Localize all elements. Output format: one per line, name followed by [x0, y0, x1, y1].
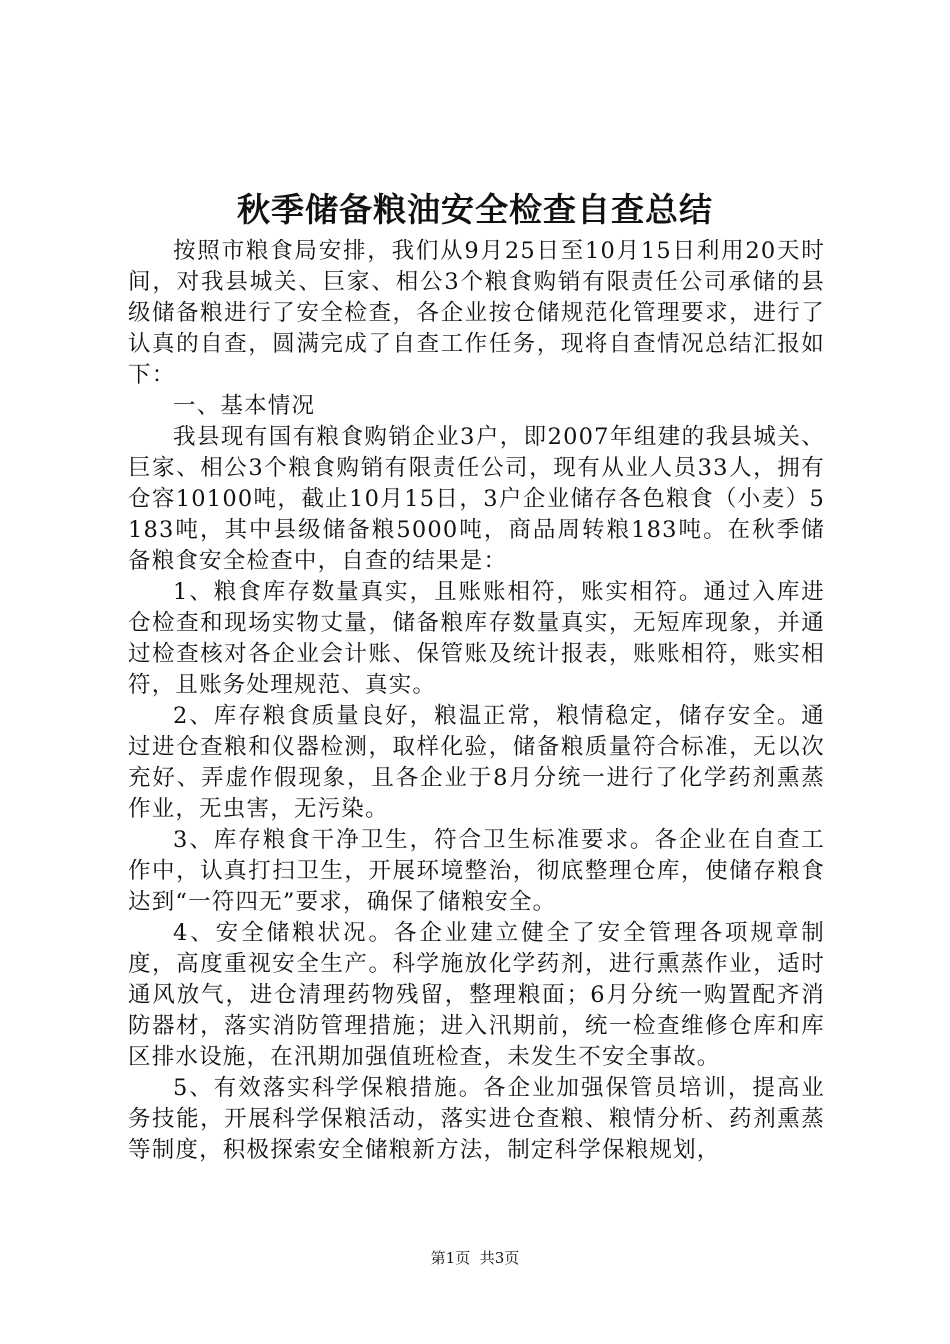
page-total: 共3页 — [479, 1249, 520, 1267]
paragraph-item-4: 4、安全储粮状况。各企业建立健全了安全管理各项规章制度，高度重视安全生产。科学施放化学药剂，进行熏蒸作业，适时通风放气，进仓清理药物残留，整理粮面；6月分统一购置配齐消防器材，落实消防管理措施；进入汛期前，统一检查维修仓库和库区排水设施，在汛期加强值班检查，未发生不安全事故。 — [128, 920, 825, 1070]
page-number: 第1页 — [430, 1249, 471, 1267]
paragraph-intro: 按照市粮食局安排，我们从9月25日至10月15日利用20天时间，对我县城关、巨家、相公3个粮食购销有限责任公司承储的县级储备粮进行了安全检查，各企业按仓储规范化管理要求，进行了认真的自查，圆满完成了自查工作任务，现将自查情况总结汇报如下： — [128, 238, 825, 388]
paragraph-item-5: 5、有效落实科学保粮措施。各企业加强保管员培训，提高业务技能，开展科学保粮活动，落实进仓查粮、粮情分析、药剂熏蒸等制度，积极探索安全储粮新方法，制定科学保粮规划， — [128, 1075, 825, 1163]
paragraph-item-3: 3、库存粮食干净卫生，符合卫生标准要求。各企业在自查工作中，认真打扫卫生，开展环境整治，彻底整理仓库，使储存粮食达到“一符四无”要求，确保了储粮安全。 — [128, 827, 825, 915]
paragraph-basic-situation: 我县现有国有粮食购销企业3户，即2007年组建的我县城关、巨家、相公3个粮食购销有限责任公司，现有从业人员33人，拥有仓容10100吨，截止10月15日，3户企业储存各色粮食（小麦）5183吨，其中县级储备粮5000吨，商品周转粮183吨。在秋季储备粮食安全检查中，自查的结果是： — [128, 424, 825, 574]
page-title: 秋季储备粮油安全检查自查总结 — [237, 190, 713, 229]
page-footer — [0, 1248, 950, 1268]
paragraph-item-2: 2、库存粮食质量良好，粮温正常，粮情稳定，储存安全。通过进仓查粮和仪器检测，取样化验，储备粮质量符合标准，无以次充好、弄虚作假现象，且各企业于8月分统一进行了化学药剂熏蒸作业，无虫害，无污染。 — [128, 703, 825, 822]
footer-separator — [470, 1249, 480, 1267]
section-heading-basic: 一、基本情况 — [173, 393, 316, 419]
paragraph-item-1: 1、粮食库存数量真实，且账账相符，账实相符。通过入库进仓检查和现场实物丈量，储备粮库存数量真实，无短库现象，并通过检查核对各企业会计账、保管账及统计报表，账账相符，账实相符，且账务处理规范、真实。 — [128, 579, 825, 698]
document-body — [128, 236, 825, 1166]
